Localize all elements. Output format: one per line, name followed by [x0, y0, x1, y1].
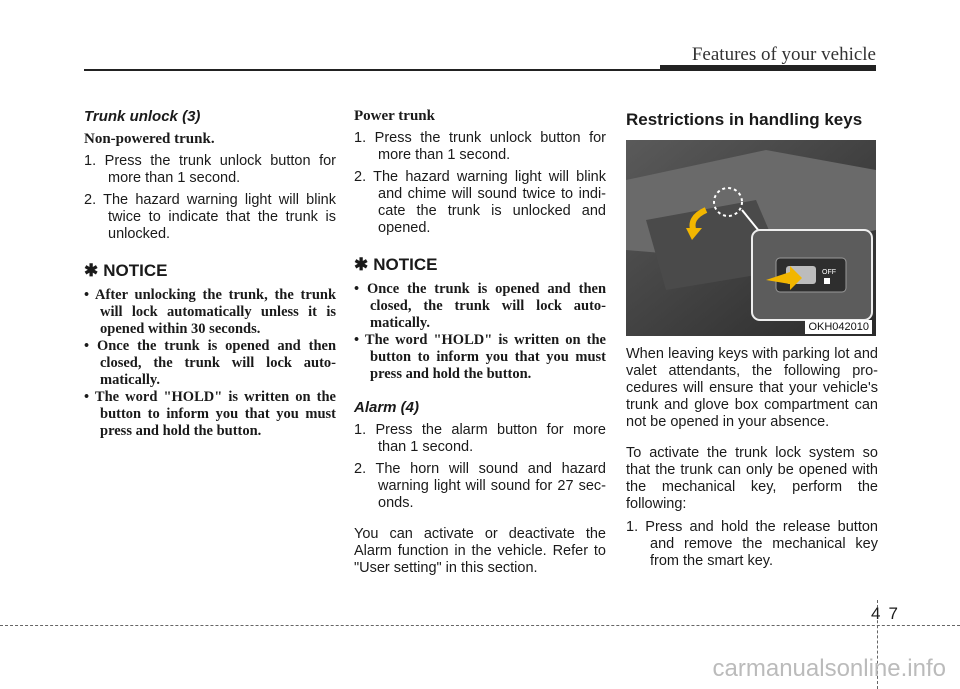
notice-star-icon: ✱ [84, 261, 99, 280]
notice-item: • After unlocking the trunk, the trunk will lock automatically unless it is opened within 30 seconds. [84, 287, 336, 338]
notice-heading [354, 255, 606, 275]
alarm-steps [354, 422, 606, 512]
power-trunk-steps [354, 130, 606, 237]
header-rule-bar [660, 65, 876, 71]
non-powered-trunk-subheading: Non-powered trunk. [84, 131, 215, 147]
column-3 [626, 108, 878, 575]
restrictions-paragraph-1: When leaving keys with parking lot and valet attendants, the following pro-cedures will ensure that your vehicle's trunk and glove box compartment can not be opened in your absence. [626, 346, 878, 430]
page-chapter-number: 4 [871, 604, 881, 623]
page-number-value: 7 [888, 604, 898, 623]
notice-title-text: NOTICE [103, 261, 168, 280]
trunk-unlock-steps [84, 153, 336, 243]
alarm-paragraph: You can activate or deactivate the Alarm function in the vehicle. Refer to "User setting" in this section. [354, 526, 606, 576]
step-item: 2. The hazard warning light will blink twice to indicate that the trunk is unlocked. [84, 192, 336, 242]
trunk-unlock-heading: Trunk unlock (3) [84, 108, 201, 125]
glove-box-illustration [626, 140, 876, 336]
step-item: 2. The horn will sound and hazard warning light will sound for 27 sec-onds. [354, 461, 606, 511]
watermark-text: carmanualsonline.info [712, 655, 946, 682]
notice-item: • Once the trunk is opened and then closed, the trunk will lock auto-matically. [354, 281, 606, 332]
header-section-title: Features of your vehicle [691, 44, 876, 65]
notice-title-text: NOTICE [373, 255, 438, 274]
notice-list [84, 287, 336, 440]
page-number [867, 604, 902, 624]
alarm-heading: Alarm (4) [354, 399, 420, 416]
step-item: 1. Press the trunk unlock button for more than 1 second. [354, 130, 606, 163]
footer-dashed-line [0, 625, 960, 626]
glove-box-figure [626, 140, 876, 336]
notice-star-icon: ✱ [354, 255, 369, 274]
step-item: 1. Press the trunk unlock button for more than 1 second. [84, 153, 336, 186]
restrictions-paragraph-2: To activate the trunk lock system so that the trunk can only be opened with the mechanical key, perform the following: [626, 445, 878, 512]
column-2 [354, 108, 606, 577]
step-item: 2. The hazard warning light will blink and chime will sound twice to indi-cate the trunk is unlocked and opened. [354, 169, 606, 236]
restrictions-title: Restrictions in handling keys [626, 110, 863, 129]
notice-item: • The word "HOLD" is written on the button to inform you that you must press and hold the button. [84, 389, 336, 440]
column-1 [84, 108, 336, 440]
notice-item: • Once the trunk is opened and then closed, the trunk will lock auto-matically. [84, 338, 336, 389]
figure-caption: OKH042010 [805, 320, 872, 334]
step-item: 1. Press the alarm button for more than 1 second. [354, 422, 606, 455]
restrictions-steps [626, 519, 878, 570]
notice-heading [84, 261, 336, 281]
notice-item: • The word "HOLD" is written on the button to inform you that you must press and hold the button. [354, 332, 606, 383]
power-trunk-subheading: Power trunk [354, 108, 435, 124]
switch-off-label: OFF [822, 269, 836, 276]
notice-list [354, 281, 606, 383]
step-item: 1. Press and hold the release button and remove the mechanical key from the smart key. [626, 519, 878, 569]
